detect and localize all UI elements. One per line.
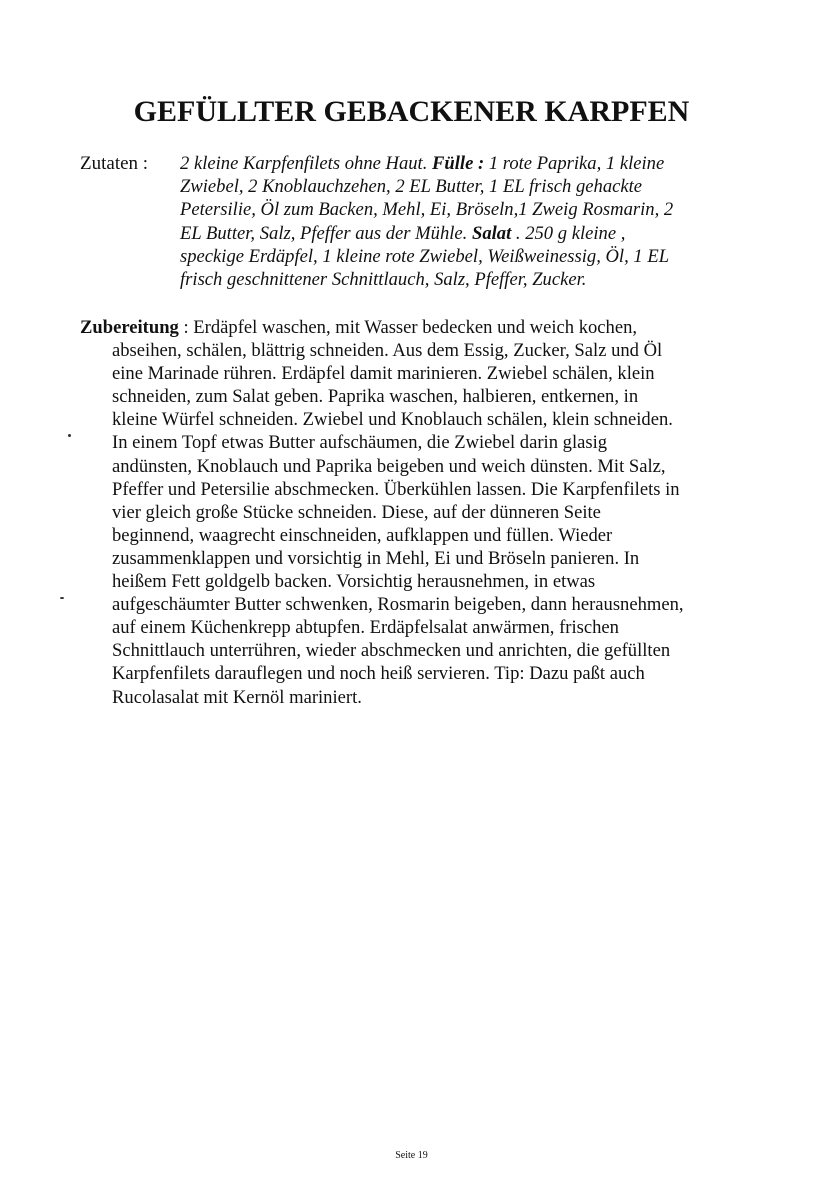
ingredients-text-segment: speckige Erdäpfel, 1 kleine rote Zwiebel, Weißweinessig, Öl, 1 EL [180,245,670,267]
ingredients-line [180,175,740,198]
ingredients-text-segment: Petersilie, Öl zum Backen, Mehl, Ei, Bröseln,1 Zweig Rosmarin, 2 [180,199,674,221]
preparation-first-line [80,316,740,339]
preparation-line: eine Marinade rühren. Erdäpfel damit marinieren. Zwiebel schälen, klein [112,363,655,385]
preparation-line: vier gleich große Stücke schneiden. Diese, auf der dünneren Seite [112,501,601,523]
section-heading-salat: Salat [471,222,512,244]
preparation-text-segment: : Erdäpfel waschen, mit Wasser bedecken und weich kochen, [178,317,638,338]
ingredients-text-segment: . 250 g kleine , [511,222,626,244]
ingredients-list [180,152,740,291]
preparation-line: Rucolasalat mit Kernöl mariniert. [112,686,362,708]
preparation-line: zusammenklappen und vorsichtig in Mehl, Ei und Bröseln panieren. In [112,547,640,569]
preparation-line: Pfeffer und Petersilie abschmecken. Überkühlen lassen. Die Karpfenfilets in [112,478,680,500]
scan-speck [60,597,64,599]
page-number: Seite 19 [395,1150,428,1161]
preparation-line: auf einem Küchenkrepp abtupfen. Erdäpfelsalat anwärmen, frischen [112,617,619,639]
preparation-line: aufgeschäumter Butter schwenken, Rosmarin beigeben, dann herausnehmen, [112,594,684,616]
preparation-line: abseihen, schälen, blättrig schneiden. Aus dem Essig, Zucker, Salz und Öl [112,340,663,362]
scan-speck [68,434,71,437]
preparation-section [80,316,740,709]
preparation-line: kleine Würfel schneiden. Zwiebel und Knoblauch schälen, klein schneiden. [112,409,673,431]
preparation-line: Karpfenfilets darauflegen und noch heiß servieren. Tip: Dazu paßt auch [112,663,645,685]
preparation-line: heißem Fett goldgelb backen. Vorsichtig herausnehmen, in etwas [112,571,596,593]
ingredients-label: Zutaten : [80,153,149,174]
section-heading-fuelle: Fülle : [432,153,485,174]
preparation-line: Schnittlauch unterrühren, wieder abschmecken und anrichten, die gefüllten [112,640,671,662]
preparation-label: Zubereitung [80,317,179,338]
ingredients-text-segment: 1 rote Paprika, 1 kleine [484,153,665,174]
ingredients-line [180,268,740,291]
ingredients-line [180,198,740,221]
ingredients-text-segment: frisch geschnittener Schnittlauch, Salz, Pfeffer, Zucker. [180,269,587,291]
ingredients-text-segment: Zwiebel, 2 Knoblauchzehen, 2 EL Butter, 1 EL frisch gehackte [180,176,643,198]
recipe-title: GEFÜLLTER GEBACKENER KARPFEN [133,95,690,128]
ingredients-text-segment: 2 kleine Karpfenfilets ohne Haut. [180,153,433,174]
preparation-line: schneiden, zum Salat geben. Paprika waschen, halbieren, entkernen, in [112,386,639,408]
ingredients-line [180,152,740,175]
ingredients-line [180,222,740,245]
preparation-line: In einem Topf etwas Butter aufschäumen, die Zwiebel darin glasig [112,432,608,454]
preparation-line: andünsten, Knoblauch und Paprika beigeben und weich dünsten. Mit Salz, [112,455,666,477]
preparation-body [80,339,740,709]
ingredients-text-segment: EL Butter, Salz, Pfeffer aus der Mühle. [180,222,472,244]
preparation-line: beginnend, waagrecht einschneiden, aufklappen und füllen. Wieder [112,524,613,546]
ingredients-line [180,245,740,268]
